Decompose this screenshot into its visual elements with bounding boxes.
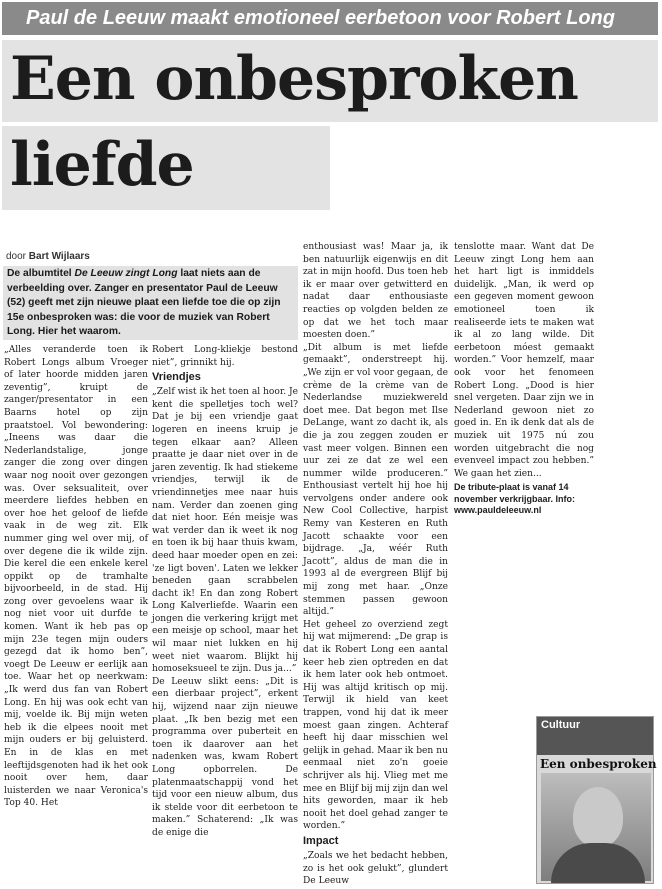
- column-3-para-4: „Zoals we het bedacht hebben, zo is het ook gelukt”, glundert De Leeuw: [303, 850, 448, 887]
- column-2-para-3: De Leeuw slikt eens: „Dit is een dierbaar project”, erkent hij, wijzend naar zijn nieuwe plaat. „Ik ben bezig met een programma over puberteit en toen ik daarover aan het nadenken was, kwam Robert Long opborrelen. De platenmaatschappij vond het tijd voor een nieuw album, dus ik stelde voor dit eerbetoon te maken.” Schaterend: „Ik was de enige die: [152, 676, 298, 838]
- intro-text-2: laat niets aan de verbeelding over. Zanger en presentator Paul de Leeuw (52) geeft met zijn nieuwe plaat een liefde toe die op zijn 15e onbesproken was: die voor de muziek van Robert Long. Hier het waarom.: [7, 268, 281, 338]
- subheading-vriendjes: Vriendjes: [152, 371, 201, 384]
- portrait-photo: [541, 773, 651, 881]
- column-3-para-2: „Dit album is met liefde gemaakt”, onderstreept hij. „We zijn er vol voor gegaan, de crème de la crème van de Nederlandse muziekwereld doet mee. Dat begon met Ilse DeLange, want zo dacht ik, als die ja zou zeggen zouden er vast meer volgen. Binnen een uur zei ze dat ze wel een nummer wilde produceren.” Enthousiast vertelt hij hoe hij vervolgens onder andere ook New Cool Collective, harpist Remy van Kesteren en Ruth Jacott schaakte voor een bijdrage. „Ja, wéér Ruth Jacott”, aldus de man die in 1993 al de evergreen Blijf bij mij zong met haar. „Onze stemmen passen gewoon altijd.”: [303, 342, 448, 618]
- column-3-para-1: enthousiast was! Maar ja, ik ben natuurlijk eigenwijs en dit zat in mijn hoofd. Dus toen heb ik er maar over getwitterd en nadat daar enthousiaste reacties op volgden belden ze op dat we het toch maar moesten doen.”: [303, 242, 448, 341]
- headline-line1: Een onbesproken: [10, 44, 578, 114]
- page-thumbnail: [536, 716, 657, 884]
- column-2: [152, 344, 298, 884]
- subheading-impact: Impact: [303, 834, 339, 847]
- column-4: [454, 241, 594, 516]
- tribute-info: De tribute-plaat is vanaf 14 november verkrijgbaar. Info: www.pauldeleeuw.nl: [454, 482, 576, 516]
- column-3-para-3: Het geheel zo overziend zegt hij wat mijmerend: „De grap is dat ik Robert Long een aantal keer heb zien optreden en dat ik hem later ook heb ontmoet. Hij was altijd kritisch op mij. Terwijl ik hield van keet trappen, vond hij dat ik meer moest gaan zingen. Achteraf heeft hij daar misschien wel gelijk in gehad. Maar ik ben nu eenmaal niet zo'n goeie schrijver als hij. Vlieg met me mee en Blijf bij mij zijn dan wel hits geworden, maar ik heb nooit het doel gehad zanger te worden.”: [303, 619, 448, 832]
- intro: [3, 266, 298, 340]
- headline-line1-box: [2, 40, 658, 122]
- byline-prefix: door: [6, 251, 27, 262]
- intro-album-title: De Leeuw zingt Long: [74, 268, 178, 279]
- column-1-text: „Alles veranderde toen ik Robert Longs album Vroeger of later hoorde midden jaren zeventig”, kruipt de zanger/presentator in een Baarns hotel op zijn praatstoel. Vol bewondering: „Ineens was daar die Nederlandstalige, jonge zanger die zong over dingen waar nog nooit over gezongen was. Over seksualiteit, over meerdere liefdes hebben en over hoe het geloof de liefde vaak in de weg zit. Elk nummer ging wel over mij, of over degene die ik wilde zijn. Die kerel die een enkele kerel oppikt op de tramhalte bijvoorbeeld, in de stad. Hij zong over gevoelens waar ik nog niet voor uit durfde te komen. Want ik heb pas op mijn 23e tegen mijn ouders gezegd dat ik homo ben”, voegt De Leeuw er eerlijk aan toe. Waar het op neerkwam: „Ik werd dus fan van Robert Long. En hij was ook echt van mij, voelde ik. Bij mijn weten heb ik die elpees nooit met mijn ouders er bij geluisterd. En in de klas en met leeftijdsgenoten had ik het ook nooit over hem, daar luisterden we naar Veronica's Top 40. Het: [4, 345, 148, 809]
- column-1: [4, 344, 148, 884]
- byline-author: Bart Wijlaars: [28, 251, 90, 262]
- thumbnail-headline: Een onbesproken: [540, 757, 657, 771]
- byline: [6, 250, 296, 264]
- headline-line2-box: [2, 126, 330, 210]
- headline-line2: liefde: [10, 130, 194, 200]
- column-2-para-2: „Zelf wist ik het toen al hoor. Je kent die spelletjes toch wel? Dat je bij een vriendje gaat logeren en ineens kruip je tegen elkaar aan? Alleen praatte je daar niet over in de jaren zeventig. Ik had stiekeme vriendjes, terwijl ik de vriendinnetjes mee naar huis nam. Verder dan zoenen ging dat niet hoor. Eén meisje was wat verder dan ik weet ik nog en toen ik bij haar thuis kwam, deed haar moeder open en zei: 'ze ligt boven'. Laten we lekker beneden gaan scrabbelen dacht ik! En dan zong Robert Long Kalverliefde. Waarin een jongen die verkering krijgt met een meisje op school, maar het wil maar niet lukken en hij weet niet waarom. Blijkt hij homoseksueel te zijn. Dus ja...”: [152, 387, 299, 675]
- kicker: Paul de Leeuw maakt emotioneel eerbetoon voor Robert Long: [2, 2, 658, 35]
- thumbnail-header-band: [537, 717, 653, 755]
- portrait-shoulders: [551, 843, 645, 883]
- portrait-face: [573, 787, 623, 847]
- intro-text-1: De albumtitel: [7, 268, 75, 279]
- column-4-para-1: tenslotte maar. Want dat De Leeuw zingt Long hem aan het hart ligt is inmiddels duidelijk. „Man, ik werd op een gegeven moment gewoon emotioneel toen ik realiseerde iets te maken wat ik al zo lang wilde. Dit eerbetoon móest gemaakt worden.” Voor hemzelf, maar ook voor het fenomeen Robert Long. „Dood is hier snel vergeten. Daar zijn we in Nederland gewoon niet zo goed in. En ik denk dat als de muziek uit 1975 nú zou worden uitgebracht die nog evenveel impact zou hebben.” We gaan het zien...: [454, 242, 594, 479]
- column-3: [303, 241, 448, 887]
- thumbnail-section-title: Cultuur: [541, 719, 581, 731]
- column-2-para-1: Robert Long-kliekje bestond niet”, grinnikt hij.: [152, 345, 298, 368]
